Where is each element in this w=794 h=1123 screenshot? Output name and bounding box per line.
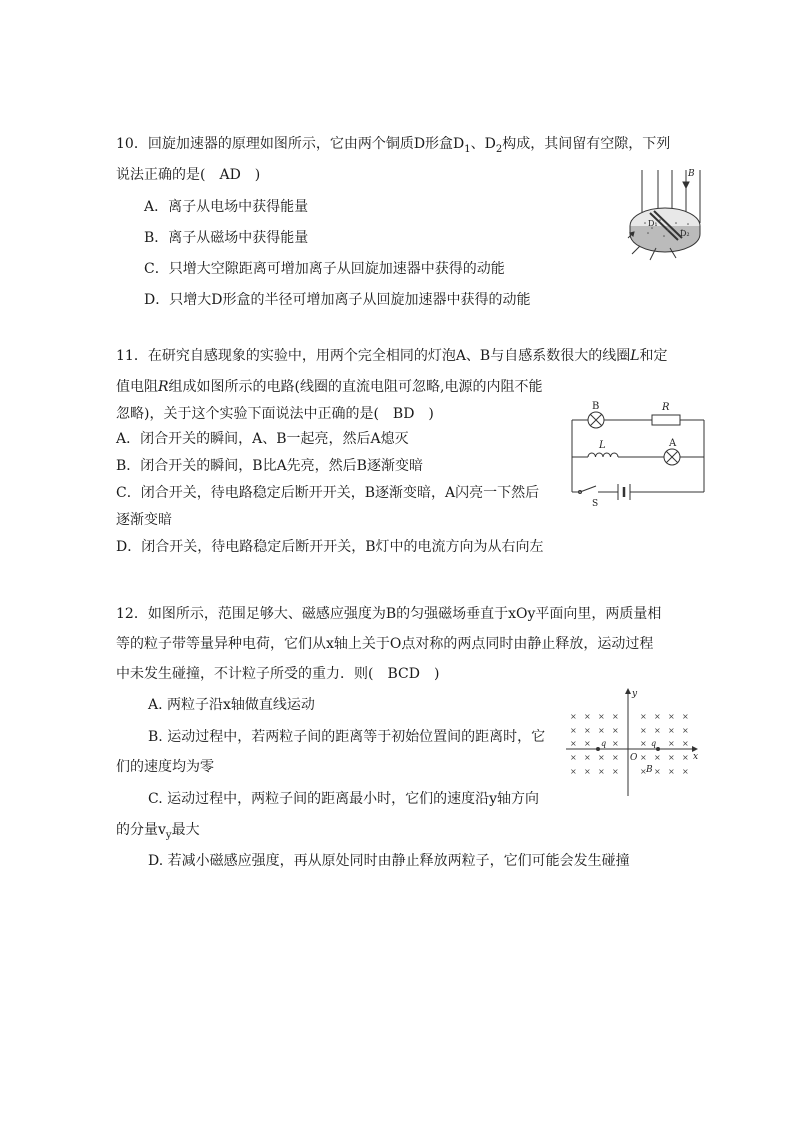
svg-text:×: × [668,726,675,735]
q11-option-c: C．闭合开关，待电路稳定后断开开关，B逐渐变暗，A闪亮一下然后 [116,485,540,501]
cyclotron-figure [620,168,710,268]
q10-option-d: D．只增大D形盒的半径可增加离子从回旋加速器中获得的动能 [144,292,531,308]
svg-text:×: × [612,753,619,762]
svg-text:×: × [584,753,591,762]
svg-text:×: × [612,712,619,721]
svg-text:×: × [598,712,605,721]
svg-text:×: × [584,767,591,776]
svg-text:×: × [654,712,661,721]
svg-text:×: × [598,753,605,762]
q11-option-a: A．闭合开关的瞬间，A、B一起亮，然后A熄灭 [116,431,409,447]
svg-text:×: × [598,767,605,776]
q12-option-c-sub: y [165,829,172,841]
q11-stem-line1 [116,346,668,366]
q11-symbol-l: L [630,348,640,364]
q12-stem-line2: 等的粒子带等量异种电荷，它们从x轴上关于O点对称的两点同时由静止释放，运动过程 [116,636,654,652]
q10-sub-2: 2 [495,143,503,155]
svg-text:×: × [612,739,619,748]
svg-text:×: × [654,726,661,735]
circuit-label-b: B [592,401,600,412]
field-label-q-right: q [651,739,657,748]
svg-text:×: × [640,726,647,735]
svg-text:×: × [612,726,619,735]
svg-text:×: × [654,753,661,762]
svg-text:×: × [640,753,647,762]
q10-option-b: B．离子从磁场中获得能量 [144,230,309,246]
q11-option-b: B．闭合开关的瞬间，B比A先亮，然后B逐渐变暗 [116,458,423,474]
svg-text:×: × [570,739,577,748]
q12-option-d: D. 若减小磁感应强度，再从原处同时由静止释放两粒子，它们可能会发生碰撞 [148,853,630,869]
field-label-q-left: q [601,739,607,748]
svg-text:×: × [584,739,591,748]
svg-text:×: × [668,739,675,748]
svg-text:×: × [584,726,591,735]
q12-option-c: C. 运动过程中，两粒子间的距离最小时，它们的速度沿y轴方向 [148,791,540,807]
svg-text:×: × [640,712,647,721]
q11-symbol-r: R [158,379,169,395]
svg-text:×: × [570,712,577,721]
q12-option-c-text-a: 的分量v [116,822,166,838]
field-label-b: B [646,765,653,775]
q10-stem-text-b: 、D [470,136,496,152]
field-label-x: x [693,752,699,762]
svg-text:×: × [682,753,689,762]
svg-text:×: × [682,739,689,748]
circuit-label-a: A [669,438,677,449]
q10-stem-line2: 说法正确的是( AD ) [116,167,261,183]
q11-option-d: D．闭合开关，待电路稳定后断开开关，B灯中的电流方向为从右向左 [116,539,544,555]
q11-option-c-cont: 逐渐变暗 [116,512,172,528]
q10-option-c: C．只增大空隙距离可增加离子从回旋加速器中获得的动能 [144,261,505,277]
svg-text:×: × [668,753,675,762]
q10-stem-text-a: 10．回旋加速器的原理如图所示，它由两个铜质D形盒D [116,136,465,152]
svg-text:×: × [640,767,647,776]
svg-text:×: × [612,767,619,776]
svg-text:×: × [570,753,577,762]
circuit-label-r: R [662,402,670,413]
q12-stem-line1: 12．如图所示，范围足够大、磁感应强度为B的匀强磁场垂直于xOy平面向里，两质量相 [116,606,662,622]
magnetic-field-figure [562,686,702,798]
q11-stem-line2 [116,377,542,397]
q12-option-c-text-b: 最大 [171,822,200,838]
q10-sub-1: 1 [464,143,471,155]
q10-option-a: A．离子从电场中获得能量 [144,199,309,215]
svg-text:×: × [570,726,577,735]
cyclotron-label-d2: D₂ [680,229,690,238]
q12-option-b: B. 运动过程中，若两粒子间的距离等于初始位置间的距离时，它 [148,729,546,745]
svg-text:×: × [668,767,675,776]
svg-text:×: × [682,712,689,721]
svg-text:×: × [640,739,647,748]
q10-stem-line1 [116,134,670,160]
q11-stem-text-c: 值电阻 [116,379,158,395]
q12-option-a: A. 两粒子沿x轴做直线运动 [148,697,315,713]
svg-text:×: × [682,726,689,735]
svg-text:×: × [584,712,591,721]
q12-option-b-cont: 们的速度均为零 [116,759,214,775]
q12-stem-line3: 中未发生碰撞，不计粒子所受的重力．则( BCD ) [116,666,440,682]
q12-option-c-cont [116,820,200,846]
svg-text:×: × [668,712,675,721]
svg-text:×: × [654,767,661,776]
q10-stem-text-c: 构成，其间留有空隙，下列 [502,136,671,152]
field-label-o: O [630,753,638,763]
circuit-label-s: S [592,499,599,509]
q11-stem-text-b: 和定 [639,348,668,364]
svg-text:×: × [570,767,577,776]
q11-stem-line3: 忽略)，关于这个实验下面说法中正确的是( BD ) [116,406,434,422]
circuit-figure [566,398,710,510]
svg-text:×: × [598,726,605,735]
cyclotron-label-b: B [688,169,695,179]
field-label-y: y [632,689,638,699]
cyclotron-label-d1: D₁ [648,219,658,228]
circuit-label-l: L [599,440,606,451]
q11-stem-text-a: 11．在研究自感现象的实验中，用两个完全相同的灯泡A、B与自感系数很大的线圈 [116,348,631,364]
q11-stem-text-d: 组成如图所示的电路(线圈的直流电阻可忽略,电源的内阻不能 [168,379,543,395]
svg-text:×: × [682,767,689,776]
